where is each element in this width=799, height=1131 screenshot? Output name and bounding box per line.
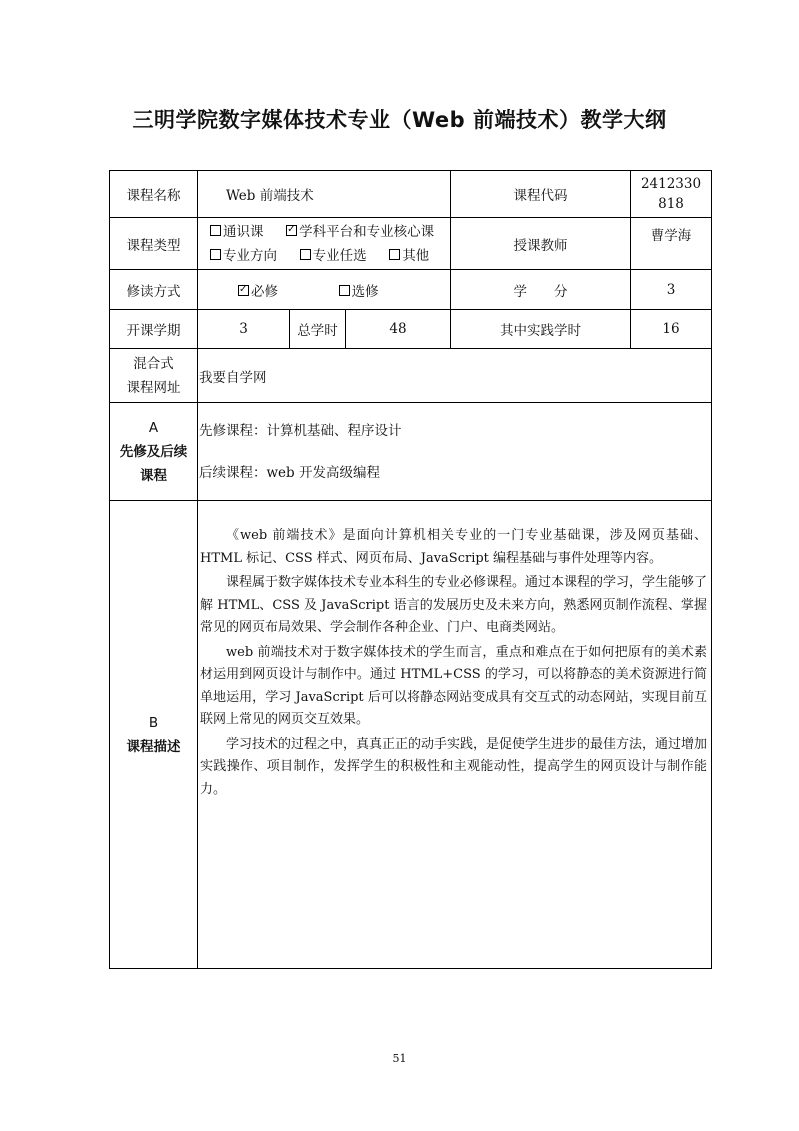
study-mode-options <box>198 270 451 310</box>
course-name-label: 课程名称 <box>110 171 198 218</box>
course-description <box>198 501 712 969</box>
study-mode-label: 修读方式 <box>110 270 198 310</box>
row-section-b <box>110 501 712 969</box>
semester-value: 3 <box>198 310 290 349</box>
checkbox-optional[interactable] <box>339 285 350 296</box>
description-paragraph: 学习技术的过程之中，真真正正的动手实践，是促使学生进步的最佳方法，通过增加实践操作、项目制作，发挥学生的积极性和主观能动性，提高学生的网页设计与制作能力。 <box>200 736 708 797</box>
total-hours-label: 总学时 <box>290 310 346 349</box>
option-required-label: 必修 <box>251 283 278 300</box>
page-title: 三明学院数字媒体技术专业（Web 前端技术）教学大纲 <box>132 108 667 132</box>
section-a-letter: A <box>148 419 159 436</box>
description-paragraph: web 前端技术对于数字媒体技术的学生而言，重点和难点在于如何把原有的美术素材运用到网页设计与制作中。通过 HTML+CSS 的学习，可以将静态的美术资源进行简单地运用，学习 JavaScript 后可以将静态网站变成具有交互式的动态网站，实现目前互联网上常见的网页交互效果。 <box>200 644 707 727</box>
semester-label: 开课学期 <box>110 310 198 349</box>
option-general-label: 通识课 <box>223 223 264 240</box>
section-a-title-line2: 课程 <box>140 467 167 484</box>
blended-label-line1: 混合式 <box>133 355 174 372</box>
page-number: 51 <box>392 1052 407 1065</box>
course-code-cell <box>631 171 712 218</box>
option-elective-label: 专业任选 <box>312 247 367 264</box>
course-code-value-line1: 2412330 <box>640 176 702 192</box>
teacher-label: 授课教师 <box>451 218 631 270</box>
prereq-text: 先修课程：计算机基础、程序设计 <box>199 422 402 439</box>
checkbox-core[interactable] <box>286 225 297 236</box>
practice-hours-label: 其中实践学时 <box>451 310 631 349</box>
checkbox-direction[interactable] <box>210 249 221 260</box>
section-a-heading <box>110 403 198 501</box>
row-course-type <box>110 218 712 270</box>
row-blended <box>110 349 712 403</box>
practice-hours-value: 16 <box>631 310 712 349</box>
checkbox-general[interactable] <box>210 225 221 236</box>
option-optional-label: 选修 <box>351 283 379 300</box>
checkbox-elective[interactable] <box>300 249 311 260</box>
course-type-options <box>198 218 451 270</box>
credit-value: 3 <box>631 270 712 310</box>
section-b-title: 课程描述 <box>126 738 181 755</box>
option-core-label: 学科平台和专业核心课 <box>299 223 435 240</box>
course-name-value: Web 前端技术 <box>198 171 451 218</box>
total-hours-value: 48 <box>346 310 451 349</box>
section-a-content <box>198 403 712 501</box>
course-code-value-line2: 818 <box>658 196 684 212</box>
blended-url-value: 我要自学网 <box>198 349 712 403</box>
checkbox-other[interactable] <box>389 249 400 260</box>
checkbox-required[interactable] <box>238 285 249 296</box>
course-code-label: 课程代码 <box>451 171 631 218</box>
section-b-heading <box>110 501 198 969</box>
followup-text: 后续课程：web 开发高级编程 <box>199 464 380 481</box>
blended-label-line2: 课程网址 <box>126 379 181 396</box>
row-section-a <box>110 403 712 501</box>
course-type-label: 课程类型 <box>110 218 198 270</box>
credit-label: 学 分 <box>451 270 631 310</box>
description-paragraph: 课程属于数字媒体技术专业本科生的专业必修课程。通过本课程的学习，学生能够了解 HTML、CSS 及 JavaScript 语言的发展历史及未来方向，熟悉网页制作流程、掌握常见的网页布局效果、学会制作各种企业、门户、电商类网站。 <box>200 575 708 635</box>
teacher-value: 曹学海 <box>631 218 712 270</box>
blended-label <box>110 349 198 403</box>
row-course-name <box>110 171 712 218</box>
option-direction-label: 专业方向 <box>223 247 277 264</box>
section-a-title-line1: 先修及后续 <box>119 443 188 460</box>
syllabus-table <box>109 170 712 969</box>
row-study-mode <box>110 270 712 310</box>
option-other-label: 其他 <box>402 247 430 264</box>
row-semester <box>110 310 712 349</box>
section-b-letter: B <box>148 714 159 731</box>
description-paragraph: 《web 前端技术》是面向计算机相关专业的一门专业基础课，涉及网页基础、HTML 标记、CSS 样式、网页布局、JavaScript 编程基础与事件处理等内容。 <box>200 528 707 566</box>
